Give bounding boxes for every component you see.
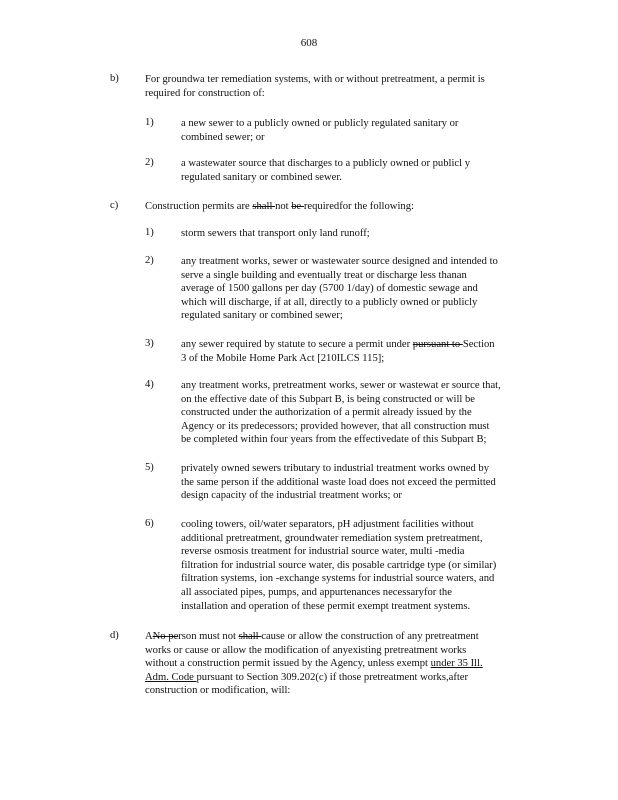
text-line: which will discharge, if at all, directly to a publicly owned or publicly: [181, 296, 478, 308]
intro-part: requiredfor the following:: [303, 201, 414, 212]
line-part: rson must not: [178, 631, 239, 642]
text-line: Agency or its predecessors; provided however, that all construction must: [181, 420, 490, 432]
text-line: the same person if the additional waste load does not exceed the permitted: [181, 476, 496, 488]
item-b2-label: 2): [145, 157, 154, 168]
text-line: [145, 657, 535, 671]
text-line: on the effective date of this Subpart B, is being constructed or will be: [181, 393, 476, 405]
text-line: filtration systems, ion -exchange systems for industrial source waters, and: [181, 573, 495, 585]
text-line: design capacity of the industrial treatment works; or: [181, 490, 402, 502]
text-line: For groundwa ter remediation systems, with or without pretreatment, a permit is: [145, 74, 485, 85]
intro-part: Construction permits are: [145, 201, 253, 212]
item-c1-label: 1): [145, 227, 154, 238]
section-d-label: d): [110, 630, 119, 641]
section-b-intro: [145, 73, 535, 100]
intro-part: not: [275, 201, 292, 212]
text-line: works or cause or allow the modification of anyexisting pretreatment works: [145, 644, 467, 656]
text-line: required for construction of:: [145, 87, 265, 99]
line-part: A: [145, 631, 153, 642]
line-part: cause or allow the construction of any pretreatment: [261, 631, 479, 642]
text-line: [181, 338, 533, 352]
item-c4-text: [181, 379, 533, 447]
item-c2-label: 2): [145, 255, 154, 266]
text-line: additional pretreatment, groundwater remediation system pretreatment,: [181, 532, 483, 544]
section-c-intro: [145, 200, 535, 214]
text-line: construction or modification, will:: [145, 685, 291, 697]
struck-text: pursuant to: [412, 339, 463, 350]
item-b1-text: [181, 117, 533, 144]
item-c6-text: [181, 518, 533, 613]
struck-text: shall: [252, 201, 276, 212]
underlined-text: under 35 Ill.: [430, 658, 483, 670]
section-b-label: b): [110, 73, 119, 84]
item-b1-label: 1): [145, 117, 154, 128]
underlined-text: Adm. Code: [145, 671, 197, 683]
text-line: [145, 630, 535, 644]
section-d-text: [145, 630, 535, 698]
line-part: without a construction permit issued by the Agency, unless exempt: [145, 658, 431, 670]
text-line: a wastewater source that discharges to a publicly owned or publicl y: [181, 158, 470, 169]
text-line: [145, 671, 535, 685]
text-line: reverse osmosis treatment for industrial source water, multi -media: [181, 546, 465, 558]
struck-text: pe: [168, 631, 179, 642]
section-c-label: c): [110, 200, 119, 211]
text-line: regulated sanitary or combined sewer.: [181, 171, 342, 183]
item-b2-text: [181, 157, 533, 184]
line-part: pursuant to Section 309.202(c) if those pretreatment works,after: [196, 671, 469, 683]
text-line: constructed under the authorization of a permit already issued by the: [181, 407, 472, 419]
item-c5-text: [181, 462, 533, 503]
item-c1-text: [181, 227, 533, 241]
struck-text: shall: [238, 631, 262, 642]
text-line: any treatment works, sewer or wastewater source designed and intended to: [181, 256, 498, 267]
item-c2-text: [181, 255, 533, 323]
text-line: 3 of the Mobile Home Park Act [210ILCS 115];: [181, 352, 385, 364]
text-line: storm sewers that transport only land runoff;: [181, 228, 370, 239]
text-line: combined sewer; or: [181, 131, 265, 143]
item-c3-text: [181, 338, 533, 365]
text-line: cooling towers, oil/water separators, pH adjustment facilities without: [181, 519, 474, 530]
struck-text: be: [291, 201, 304, 212]
text-line: all associated pipes, pumps, and appurtenances necessaryfor the: [181, 586, 452, 598]
text-line: [145, 200, 535, 214]
text-line: a new sewer to a publicly owned or publicly regulated sanitary or: [181, 118, 459, 129]
item-c4-label: 4): [145, 379, 154, 390]
item-c3-label: 3): [145, 338, 154, 349]
text-line: installation and operation of these permit exempt treatment systems.: [181, 600, 471, 612]
text-line: serve a single building and eventually treat or discharge less thanan: [181, 269, 467, 281]
text-line: filtration for industrial source water, dis posable cartridge type (or similar): [181, 559, 497, 571]
text-line: privately owned sewers tributary to industrial treatment works owned by: [181, 463, 490, 474]
page-number: 608: [300, 37, 318, 49]
text-line: any treatment works, pretreatment works, sewer or wastewat er source that,: [181, 380, 501, 391]
struck-text: No: [152, 631, 169, 642]
text-line: be completed within four years from the effectivedate of this Subpart B;: [181, 434, 487, 446]
line-part: any sewer required by statute to secure a permit under: [181, 339, 413, 350]
text-line: average of 1500 gallons per day (5700 1/day) of domestic sewage and: [181, 283, 478, 295]
line-part: Section: [462, 339, 495, 350]
item-c5-label: 5): [145, 462, 154, 473]
item-c6-label: 6): [145, 518, 154, 529]
text-line: regulated sanitary or combined sewer;: [181, 310, 343, 322]
